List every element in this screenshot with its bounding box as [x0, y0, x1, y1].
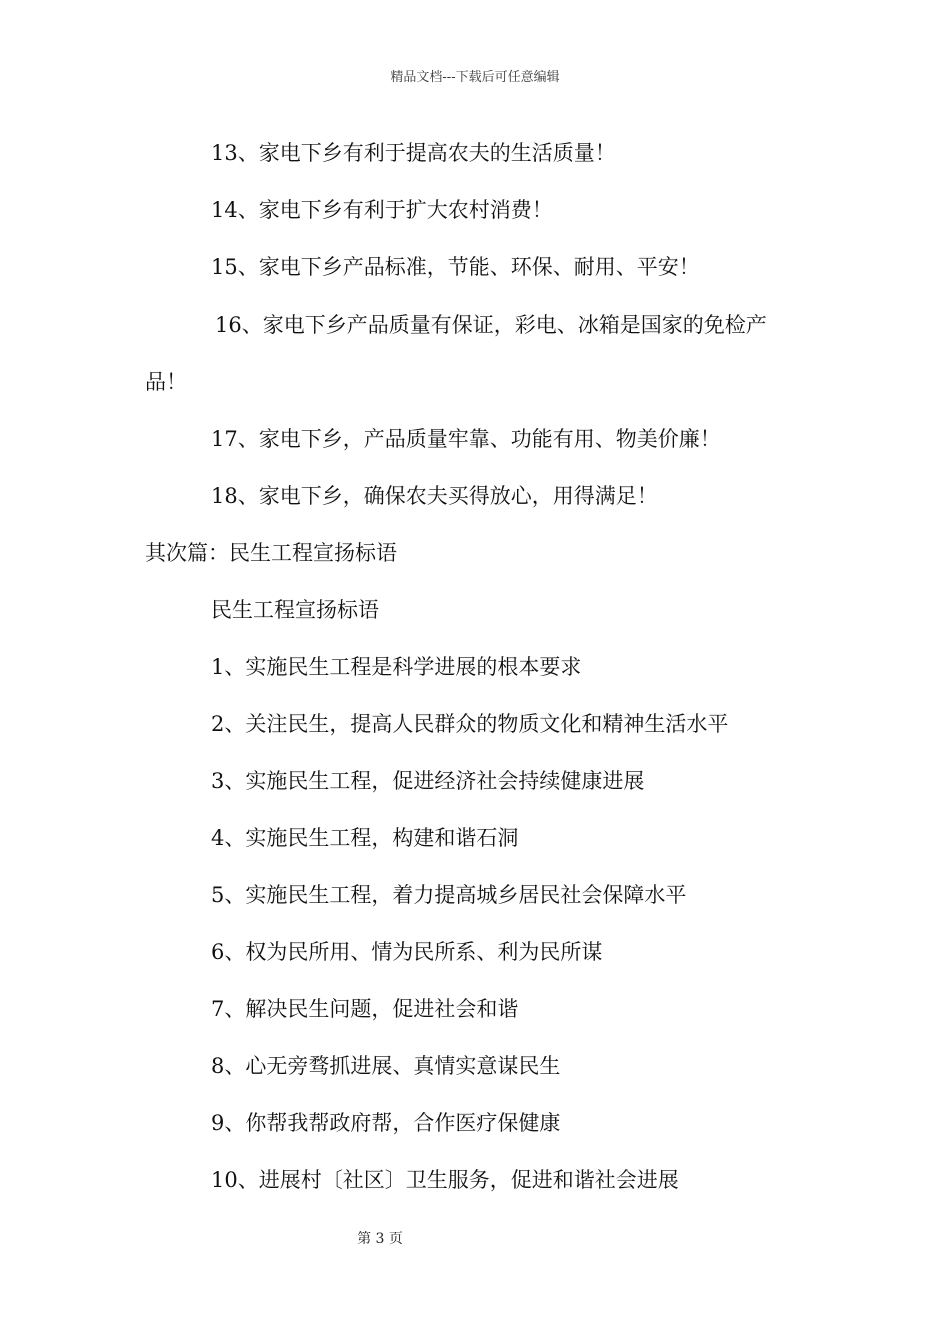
page-number: 第 3 页	[357, 1231, 403, 1247]
slogan-item-1: 1、实施民生工程是科学进展的根本要求	[211, 655, 582, 679]
slogan-item-9: 9、你帮我帮政府帮，合作医疗保健康	[211, 1111, 561, 1135]
text-line-15: 15、家电下乡产品标准，节能、环保、耐用、平安！	[211, 255, 700, 279]
text-line-16-continued: 品！	[145, 370, 187, 394]
slogan-item-8: 8、心无旁骛抓进展、真情实意谋民生	[211, 1054, 561, 1078]
text-line-18: 18、家电下乡，确保农夫买得放心，用得满足！	[211, 484, 658, 508]
slogan-item-2: 2、关注民生，提高人民群众的物质文化和精神生活水平	[211, 712, 729, 736]
slogan-item-5: 5、实施民生工程，着力提高城乡居民社会保障水平	[211, 883, 687, 907]
text-line-17: 17、家电下乡，产品质量牢靠、功能有用、物美价廉！	[211, 427, 721, 451]
slogan-item-7: 7、解决民生问题，促进社会和谐	[211, 997, 519, 1021]
text-line-13: 13、家电下乡有利于提高农夫的生活质量！	[211, 141, 616, 165]
slogan-item-10: 10、进展村〔社区〕卫生服务，促进和谐社会进展	[211, 1168, 679, 1192]
slogan-item-6: 6、权为民所用、情为民所系、利为民所谋	[211, 940, 603, 964]
page-header: 精品文档---下载后可任意编辑	[390, 70, 560, 85]
slogan-item-4: 4、实施民生工程，构建和谐石洞	[211, 826, 519, 850]
slogan-item-3: 3、实施民生工程，促进经济社会持续健康进展	[211, 769, 645, 793]
section-heading: 其次篇：民生工程宣扬标语	[145, 541, 397, 565]
text-line-16: 16、家电下乡产品质量有保证，彩电、冰箱是国家的免检产	[215, 313, 767, 337]
section-subtitle: 民生工程宣扬标语	[211, 598, 379, 622]
text-line-14: 14、家电下乡有利于扩大农村消费！	[211, 198, 553, 222]
